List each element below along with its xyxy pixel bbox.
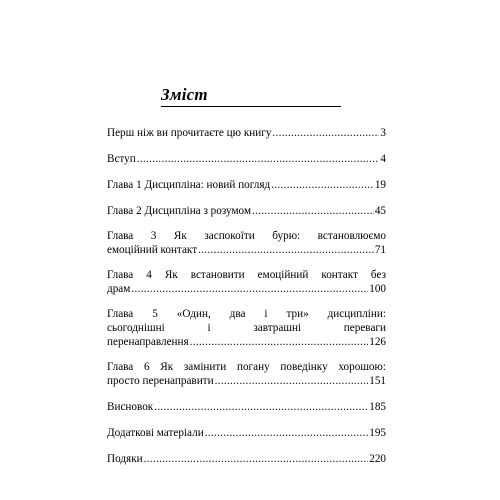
toc-entry-title: Глава 2 Дисципліна з розумом: [107, 205, 252, 217]
dot-leader: [271, 178, 374, 192]
toc-entry-title: Вступ: [107, 153, 136, 165]
toc-entry-title: Висновок: [107, 401, 154, 413]
toc-page-number: 19: [374, 179, 386, 191]
toc-entry: [107, 452, 386, 466]
dot-leader: [252, 204, 374, 218]
toc-entry: [107, 400, 386, 414]
toc-entry: [107, 178, 386, 192]
dot-leader: [154, 400, 368, 414]
dot-leader: [215, 374, 369, 388]
toc-page-number: 100: [369, 283, 386, 295]
toc-page-number: 151: [369, 375, 386, 387]
toc-entry-title-line: Глава 6 Як замінити погану поведінку хорошою:: [107, 361, 386, 373]
toc-entry-title-line: просто перенаправити: [107, 375, 214, 387]
toc-entry-title: Перш ніж ви прочитаєте цю книгу: [107, 127, 272, 139]
toc-entry-title: Додаткові матеріали: [107, 427, 204, 439]
toc-entry-title-line: Глава 3 Як заспокоїти бурю: встановлюємо: [107, 230, 386, 242]
toc-page-number: 71: [374, 244, 386, 256]
dot-leader: [137, 152, 380, 166]
toc-page-number: 195: [369, 427, 386, 439]
toc-entry-title: Подяки: [107, 453, 143, 465]
toc-entry: [107, 204, 386, 218]
toc-page-number: 126: [369, 336, 386, 348]
toc-page-number: 185: [369, 401, 386, 413]
toc-entry-title: Глава 1 Дисципліна: новий погляд: [107, 179, 271, 191]
dot-leader: [272, 126, 379, 140]
toc-entry-title-line: сьогоднішні і завтрашні переваги: [107, 322, 386, 334]
toc-list: [107, 126, 386, 466]
toc-entry: [107, 229, 386, 257]
toc-entry: [107, 426, 386, 440]
toc-entry: [107, 126, 386, 140]
toc-entry-title-line: емоційний контакт: [107, 244, 198, 256]
toc-page-number: 3: [380, 127, 386, 139]
toc-entry: [107, 152, 386, 166]
heading-underline: [161, 106, 341, 107]
toc-entry: [107, 307, 386, 349]
toc-page-number: 45: [374, 205, 386, 217]
toc-entry-title-line: Глава 4 Як встановити емоційний контакт без: [107, 269, 386, 281]
dot-leader: [198, 243, 374, 257]
toc-entry-title-line: Глава 5 «Один, два і три» дисципліни:: [107, 308, 386, 320]
toc-page-number: 220: [369, 453, 386, 465]
toc-heading: Зміст: [161, 85, 208, 104]
toc-entry-title-line: драм: [107, 283, 131, 295]
dot-leader: [144, 452, 369, 466]
toc-page-number: 4: [380, 153, 386, 165]
toc-entry-title-line: перенаправлення: [107, 336, 189, 348]
toc-entry: [107, 268, 386, 296]
dot-leader: [131, 282, 368, 296]
dot-leader: [205, 426, 369, 440]
toc-entry: [107, 360, 386, 388]
dot-leader: [190, 335, 369, 349]
